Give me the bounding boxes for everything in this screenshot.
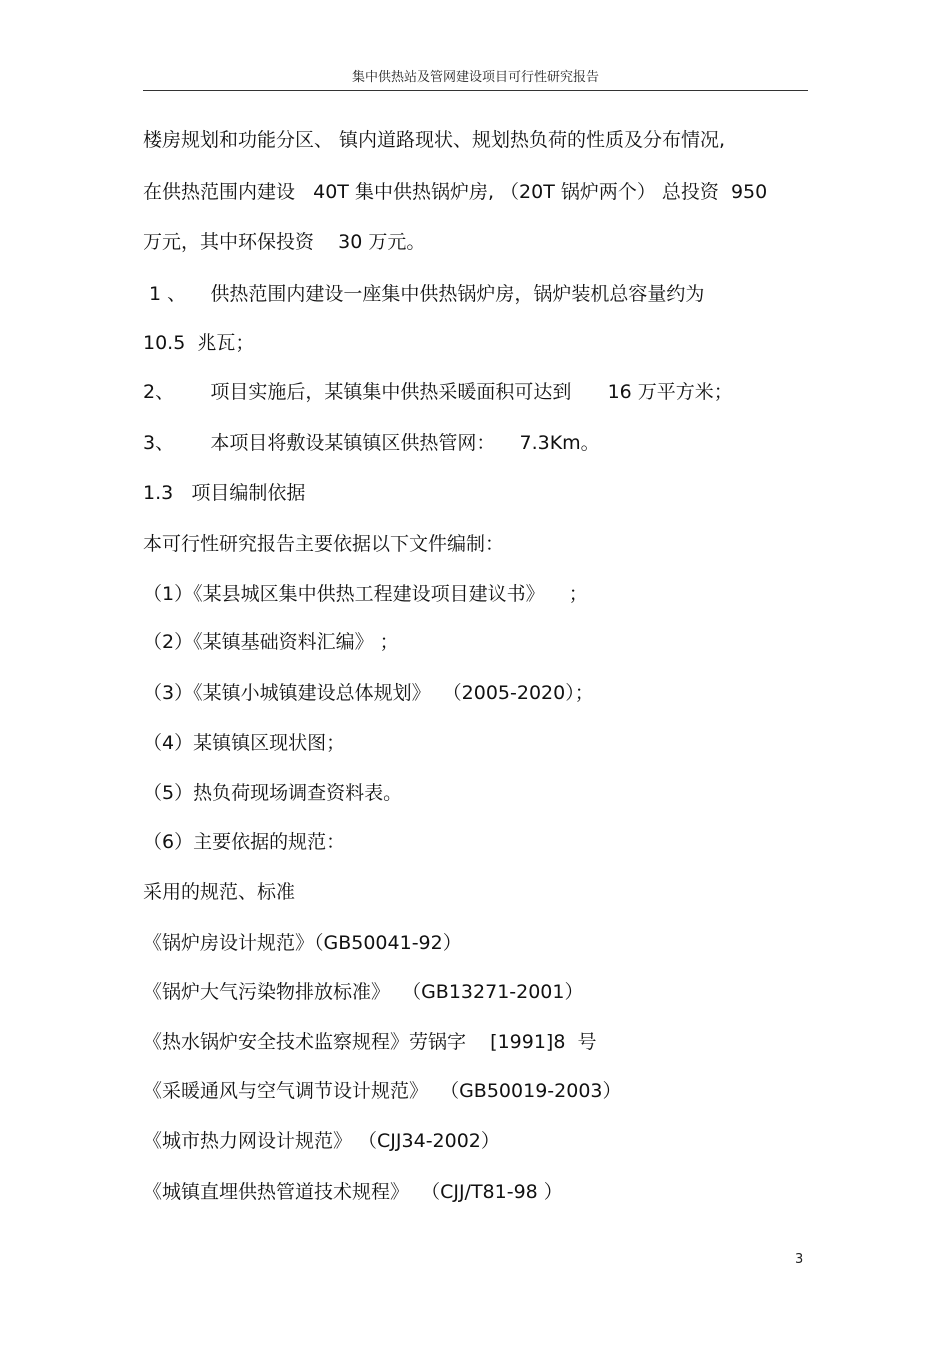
page-number: 3 [795, 1252, 804, 1267]
body-line: 10.5 兆瓦； [143, 332, 255, 354]
standard-item: 《锅炉房设计规范》（GB50041-92） [143, 932, 462, 954]
body-line: 楼房规划和功能分区、 镇内道路现状、规划热负荷的性质及分布情况, [143, 129, 726, 151]
list-item: （3）《某镇小城镇建设总体规划》 （2005-2020）； [143, 682, 594, 704]
body-line: 采用的规范、标准 [143, 881, 296, 903]
standard-item: 《城镇直埋供热管道技术规程》 （CJJ/T81-98 ） [143, 1181, 563, 1203]
section-heading: 1.3 项目编制依据 [143, 482, 306, 504]
list-item: （5）热负荷现场调查资料表。 [143, 782, 403, 804]
list-item: （2）《某镇基础资料汇编》 ； [143, 631, 399, 653]
body-line: 在供热范围内建设 40T 集中供热锅炉房, （20T 锅炉两个） 总投资 950 [143, 181, 768, 203]
standard-item: 《城市热力网设计规范》 （CJJ34-2002） [143, 1130, 500, 1152]
standard-item: 《采暖通风与空气调节设计规范》 （GB50019-2003） [143, 1080, 622, 1102]
standard-item: 《热水锅炉安全技术监察规程》劳锅字 [1991]8 号 [143, 1031, 597, 1053]
body-line: 本可行性研究报告主要依据以下文件编制： [143, 533, 505, 555]
page-header: 集中供热站及管网建设项目可行性研究报告 [351, 70, 599, 85]
header-rule [143, 90, 808, 91]
list-item: 2、 项目实施后，某镇集中供热采暖面积可达到 16 万平方米； [143, 381, 733, 403]
list-item: （6）主要依据的规范： [143, 831, 346, 853]
list-item: （4）某镇镇区现状图； [143, 732, 346, 754]
list-item: （1）《某县城区集中供热工程建设项目建议书》 ； [143, 583, 588, 605]
list-item: 1 、 供热范围内建设一座集中供热锅炉房，锅炉装机总容量约为 [143, 283, 705, 305]
body-line: 万元，其中环保投资 30 万元。 [143, 231, 426, 253]
standard-item: 《锅炉大气污染物排放标准》 （GB13271-2001） [143, 981, 584, 1003]
list-item: 3、 本项目将敷设某镇镇区供热管网： 7.3Km。 [143, 432, 600, 454]
